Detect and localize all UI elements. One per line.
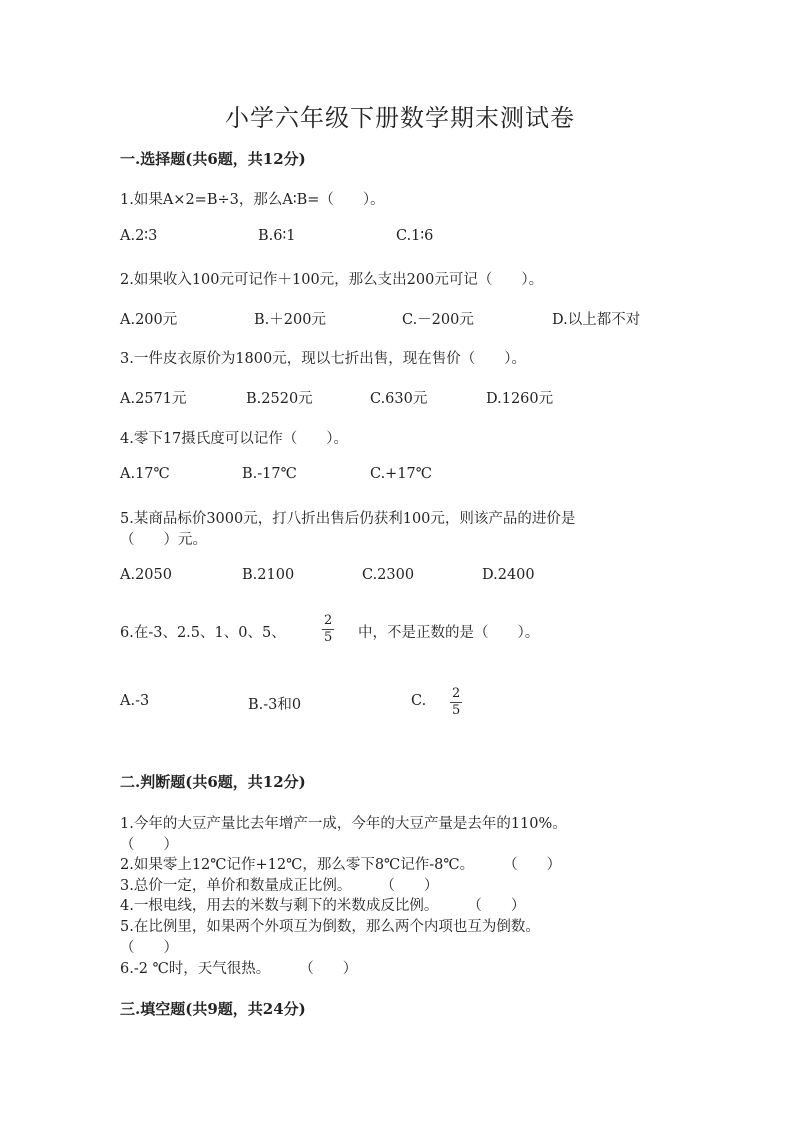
section-heading-choice: 一.选择题(共6题，共12分)	[120, 150, 306, 168]
q6-fraction-numerator: 2	[324, 613, 333, 628]
judge-item-1-bracket: （ ）	[120, 837, 178, 853]
question-5-line-2: （ ）元。	[120, 532, 207, 548]
judge-item-4: 4.一根电线，用去的米数与剩下的米数成反比例。 （ ）	[120, 898, 526, 914]
q3-option-b: B.2520元	[246, 391, 313, 407]
q4-option-b: B.-17℃	[242, 466, 297, 482]
q2-option-a: A.200元	[120, 312, 178, 328]
judge-item-5: 5.在比例里，如果两个外项互为倒数，那么两个内项也互为倒数。	[120, 919, 540, 935]
q2-option-d: D.以上都不对	[552, 312, 641, 328]
q5-option-c: C.2300	[362, 567, 415, 583]
question-2: 2.如果收入100元可记作＋100元，那么支出200元可记（ ）。	[120, 272, 544, 288]
q3-option-c: C.630元	[370, 391, 428, 407]
section-heading-judgement: 二.判断题(共6题，共12分)	[120, 773, 306, 791]
question-1: 1.如果A×2=B÷3，那么A∶B=（ ）。	[120, 192, 385, 208]
q2-option-b: B.＋200元	[254, 312, 326, 328]
q1-option-c: C.1∶6	[396, 228, 434, 244]
q1-option-b: B.6∶1	[258, 228, 296, 244]
q3-option-d: D.1260元	[486, 391, 554, 407]
q4-option-a: A.17℃	[120, 466, 170, 482]
q6-option-c-fraction	[450, 686, 462, 719]
judge-item-3: 3.总价一定，单价和数量成正比例。 （ ）	[120, 878, 439, 894]
q3-option-a: A.2571元	[120, 391, 187, 407]
q2-option-c: C.－200元	[402, 312, 474, 328]
question-5-line-1: 5.某商品标价3000元，打八折出售后仍获利100元，则该产品的进价是	[120, 511, 576, 527]
judge-item-5-bracket: （ ）	[120, 940, 178, 956]
q6-option-a: A.-3	[120, 693, 150, 709]
q1-option-a: A.2∶3	[120, 228, 158, 244]
question-6-text-b: 中，不是正数的是（ ）。	[358, 625, 540, 641]
q5-option-b: B.2100	[242, 567, 295, 583]
q5-option-d: D.2400	[482, 567, 535, 583]
page-title: 小学六年级下册数学期末测试卷	[225, 104, 575, 132]
question-3: 3.一件皮衣原价为1800元，现以七折出售，现在售价（ ）。	[120, 351, 526, 367]
q6-option-b: B.-3和0	[248, 697, 302, 713]
q4-option-c: C.+17℃	[370, 466, 433, 482]
judge-item-6: 6.-2 ℃时，天气很热。 （ ）	[120, 961, 358, 977]
question-6-text-a: 6.在-3、2.5、1、0、5、	[120, 625, 286, 641]
q6-option-c-denominator: 5	[452, 703, 461, 718]
q6-fraction	[322, 613, 334, 646]
judge-item-2: 2.如果零上12℃记作+12℃，那么零下8℃记作-8℃。 （ ）	[120, 857, 562, 873]
q6-option-c: C.	[411, 693, 427, 709]
q6-option-c-numerator: 2	[452, 686, 461, 701]
q5-option-a: A.2050	[120, 567, 172, 583]
q6-fraction-denominator: 5	[324, 630, 333, 645]
question-4: 4.零下17摄氏度可以记作（ ）。	[120, 431, 349, 447]
section-heading-fill-blank: 三.填空题(共9题，共24分)	[120, 1000, 306, 1018]
judge-item-1: 1.今年的大豆产量比去年增产一成，今年的大豆产量是去年的110%。	[120, 816, 567, 832]
